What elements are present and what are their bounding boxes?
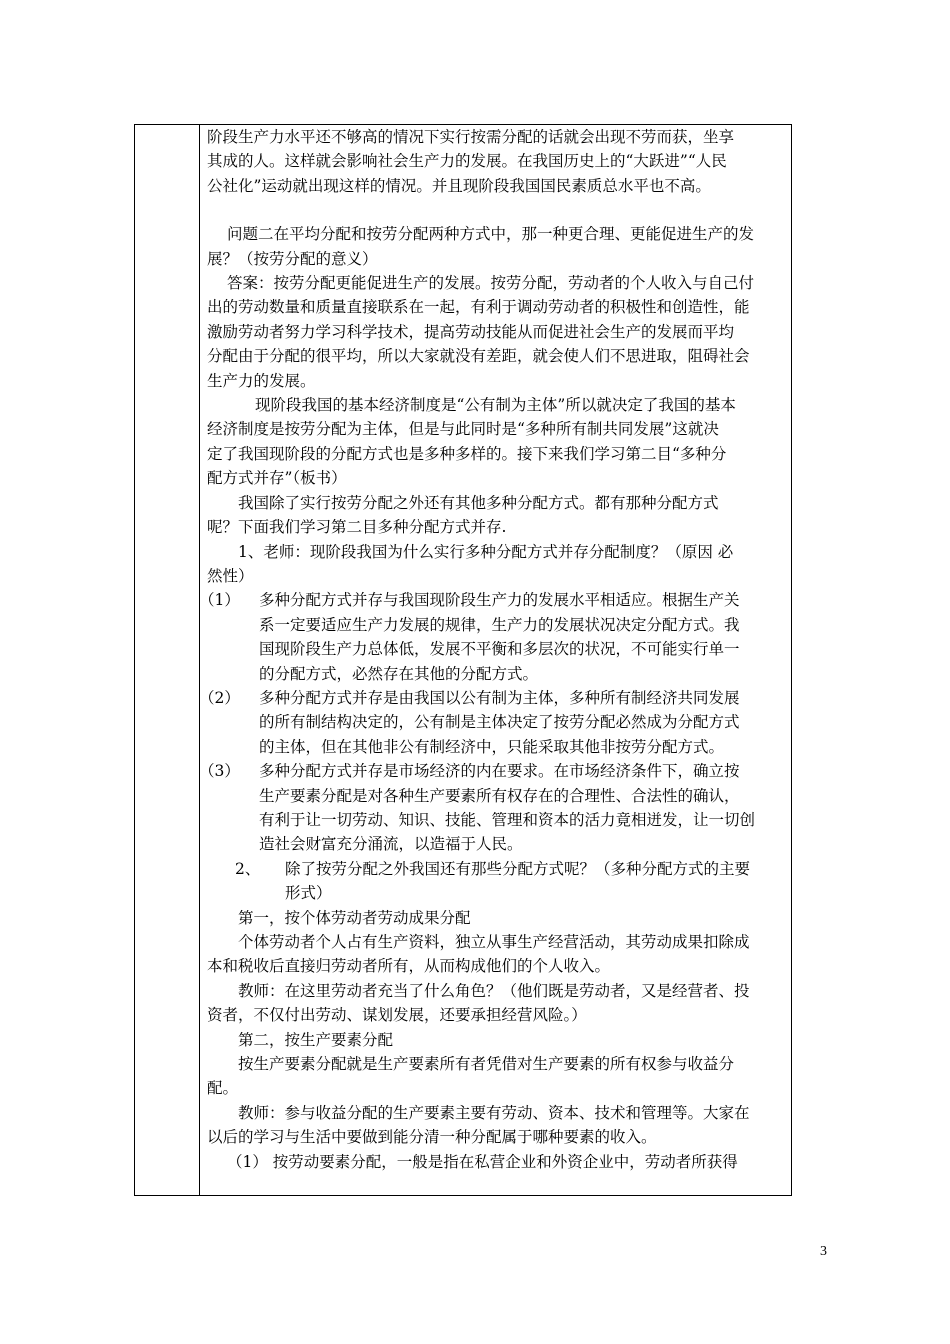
text-line: 我国除了实行按劳分配之外还有其他多种分配方式。都有那种分配方式 [238,493,719,512]
text-line: 第二，按生产要素分配 [238,1030,394,1049]
text-line: 分配由于分配的很平均，所以大家就没有差距，就会使人们不思进取，阻碍社会 [207,347,750,366]
numbered-item [199,588,789,686]
text-line: 国现阶段生产力总体低，发展不平衡和多层次的状况，不可能实行单一 [259,640,740,659]
text-line: 答案：按劳分配更能促进生产的发展。按劳分配，劳动者的个人收入与自己付 [227,274,755,293]
text-line: 的分配方式，必然存在其他的分配方式。 [259,664,539,683]
text-line: 个体劳动者个人占有生产资料，独立从事生产经营活动，其劳动成果扣除成 [238,933,750,951]
text-line: 经济制度是按劳分配为主体，但是与此同时是“多种所有制共同发展”这就决 [207,420,719,439]
text-line: 呢？下面我们学习第二目多种分配方式并存. [207,518,507,537]
item-number: （1） [199,591,240,610]
text-line: 生产力的发展。 [207,371,316,390]
text-line: 定了我国现阶段的分配方式也是多种多样的。接下来我们学习第二目“多种分 [207,444,727,463]
item-number: （3） [199,762,240,781]
numbered-item [199,759,789,857]
numbered-item [199,686,789,759]
numbered-question [207,857,789,906]
text-line: 造社会财富充分涌流，以造福于人民。 [259,835,523,854]
text-line: 阶段生产力水平还不够高的情况下实行按需分配的话就会出现不劳而获，坐享 [207,128,735,146]
text-line: 本和税收后直接归劳动者所有，从而构成他们的个人收入。 [207,957,611,976]
text-line: 按生产要素分配就是生产要素所有者凭借对生产要素的所有权参与收益分 [238,1055,735,1074]
text-line: 1、老师：现阶段我国为什么实行多种分配方式并存分配制度？（原因 必 [238,542,734,561]
text-line: 教师：在这里劳动者充当了什么角色？（他们既是劳动者，又是经营者、投 [238,981,750,1000]
text-line: 系一定要适应生产力发展的规律，生产力的发展状况决定分配方式。我 [259,615,740,634]
text-line: 然性） [207,566,254,585]
text-line: 资者，不仅付出劳动、谋划发展，还要承担经营风险。） [207,1006,587,1025]
text-line: （1） 按劳动要素分配，一般是指在私营企业和外资企业中，劳动者所获得 [227,1152,738,1171]
text-line: 配方式并存”（板书） [207,469,347,488]
text-line: 现阶段我国的基本经济制度是“公有制为主体”所以就决定了我国的基本 [255,396,736,415]
item-number: （2） [199,688,240,707]
text-line: 多种分配方式并存是由我国以公有制为主体，多种所有制经济共同发展 [259,688,740,707]
text-line: 有利于让一切劳动、知识、技能、管理和资本的活力竟相迸发，让一切创 [259,810,756,829]
text-line: 的所有制结构决定的，公有制是主体决定了按劳分配必然成为分配方式 [259,713,740,732]
text-line: 除了按劳分配之外我国还有那些分配方式呢？（多种分配方式的主要 [285,859,751,878]
text-line: 形式） [285,884,332,903]
page-number: 3 [820,1244,827,1259]
text-line: 问题二在平均分配和按劳分配两种方式中，那一种更合理、更能促进生产的发 [227,225,755,244]
text-line: 公社化”运动就出现这样的情况。并且现阶段我国国民素质总水平也不高。 [207,176,711,195]
text-line: 第一，按个体劳动者劳动成果分配 [238,908,471,927]
text-line: 教师：参与收益分配的生产要素主要有劳动、资本、技术和管理等。大家在 [238,1103,750,1122]
lesson-table [134,124,792,1196]
text-line: 生产要素分配是对各种生产要素所有权存在的合理性、合法性的确认， [259,786,740,805]
item-number: 2、 [235,859,261,878]
text-line: 以后的学习与生活中要做到能分清一种分配属于哪种要素的收入。 [207,1128,657,1147]
text-line: 出的劳动数量和质量直接联系在一起，有利于调动劳动者的积极性和创造性，能 [207,298,750,317]
text-line: 配。 [207,1079,239,1098]
text-line: 激励劳动者努力学习科学技术，提高劳动技能从而促进社会生产的发展而平均 [207,322,735,341]
text-line: 多种分配方式并存是市场经济的内在要求。在市场经济条件下，确立按 [259,762,740,781]
text-line: 展？（按劳分配的意义） [207,249,378,268]
text-line: 其成的人。这样就会影响社会生产力的发展。在我国历史上的“大跃进”“人民 [207,152,727,171]
text-line: 的主体，但在其他非公有制经济中，只能采取其他非按劳分配方式。 [259,737,725,756]
text-line: 多种分配方式并存与我国现阶段生产力的发展水平相适应。根据生产关 [259,591,740,610]
table-content-cell [199,125,789,1174]
